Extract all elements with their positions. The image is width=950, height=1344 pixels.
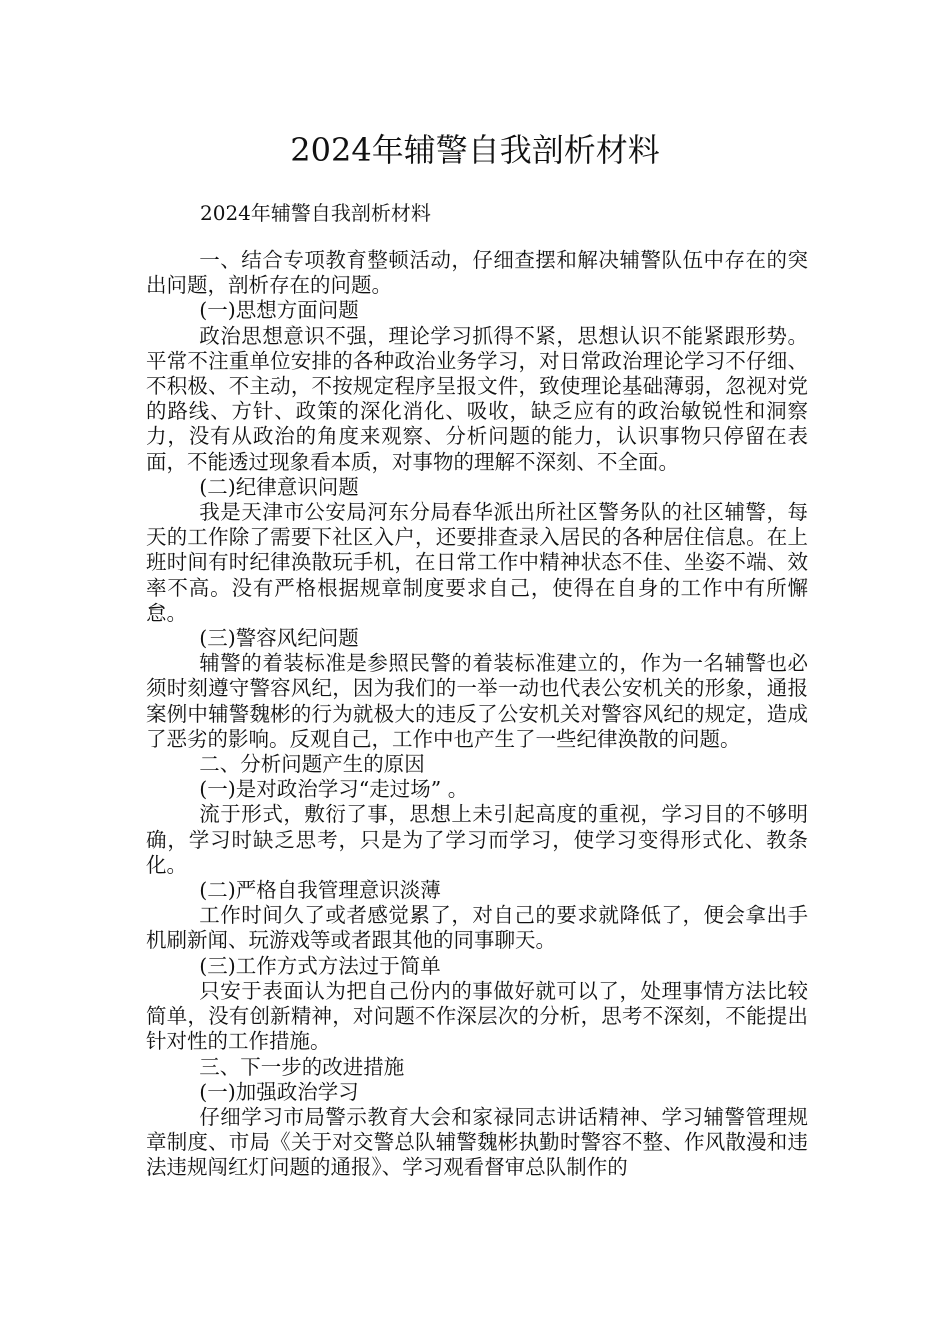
body-paragraph: 流于形式，敷衍了事，思想上未引起高度的重视，学习目的不够明确，学习时缺乏思考，只是为了学习而学习，使学习变得形式化、教条化。 <box>146 802 808 877</box>
body-paragraph: 我是天津市公安局河东分局春华派出所社区警务队的社区辅警，每天的工作除了需要下社区入户，还要排查录入居民的各种居住信息。在上班时间有时纪律涣散玩手机，在日常工作中精神状态不佳、坐姿不端、效率不高。没有严格根据规章制度要求自己，使得在自身的工作中有所懈怠。 <box>146 500 808 625</box>
subsection-heading: (二)纪律意识问题 <box>199 474 359 499</box>
section-heading-1: 一、结合专项教育整顿活动，仔细查摆和解决辅警队伍中存在的突出问题，剖析存在的问题。 <box>146 248 808 298</box>
subsection-heading: (二)严格自我管理意识淡薄 <box>199 878 441 903</box>
body-paragraph: 工作时间久了或者感觉累了，对自己的要求就降低了，便会拿出手机刷新闻、玩游戏等或者跟其他的同事聊天。 <box>146 903 808 953</box>
subsection-heading: (三)警容风纪问题 <box>199 626 359 651</box>
body-paragraph: 只安于表面认为把自己份内的事做好就可以了，处理事情方法比较简单，没有创新精神，对问题不作深层次的分析，思考不深刻，不能提出针对性的工作措施。 <box>146 978 808 1054</box>
subsection-heading: (一)加强政治学习 <box>199 1079 359 1104</box>
document-body <box>146 248 808 1181</box>
subsection-heading: (一)是对政治学习“走过场” 。 <box>199 777 469 802</box>
subsection-heading: (一)思想方面问题 <box>199 298 359 323</box>
document-subtitle: 2024年辅警自我剖析材料 <box>200 201 431 225</box>
body-paragraph: 仔细学习市局警示教育大会和家禄同志讲话精神、学习辅警管理规章制度、市局《关于对交警总队辅警魏彬执勤时警容不整、作风散漫和违法违规闯红灯问题的通报》、学习观看督审总队制作的 <box>146 1104 808 1180</box>
section-heading-2: 二、分析问题产生的原因 <box>199 752 425 777</box>
body-paragraph: 政治思想意识不强，理论学习抓得不紧，思想认识不能紧跟形势。平常不注重单位安排的各种政治业务学习，对日常政治理论学习不仔细、不积极、不主动，不按规定程序呈报文件，致使理论基础薄弱，忽视对党的路线、方针、政策的深化消化、吸收，缺乏应有的政治敏锐性和洞察力，没有从政治的角度来观察、分析问题的能力，认识事物只停留在表面，不能透过现象看本质，对事物的理解不深刻、不全面。 <box>146 323 808 474</box>
subsection-heading: (三)工作方式方法过于简单 <box>199 953 441 978</box>
document-title: 2024年辅警自我剖析材料 <box>290 131 660 169</box>
section-heading-3: 三、下一步的改进措施 <box>199 1054 405 1079</box>
body-paragraph: 辅警的着装标准是参照民警的着装标准建立的，作为一名辅警也必须时刻遵守警容风纪，因为我们的一举一动也代表公安机关的形象，通报案例中辅警魏彬的行为就极大的违反了公安机关对警容风纪的规定，造成了恶劣的影响。反观自己，工作中也产生了一些纪律涣散的问题。 <box>146 651 808 751</box>
